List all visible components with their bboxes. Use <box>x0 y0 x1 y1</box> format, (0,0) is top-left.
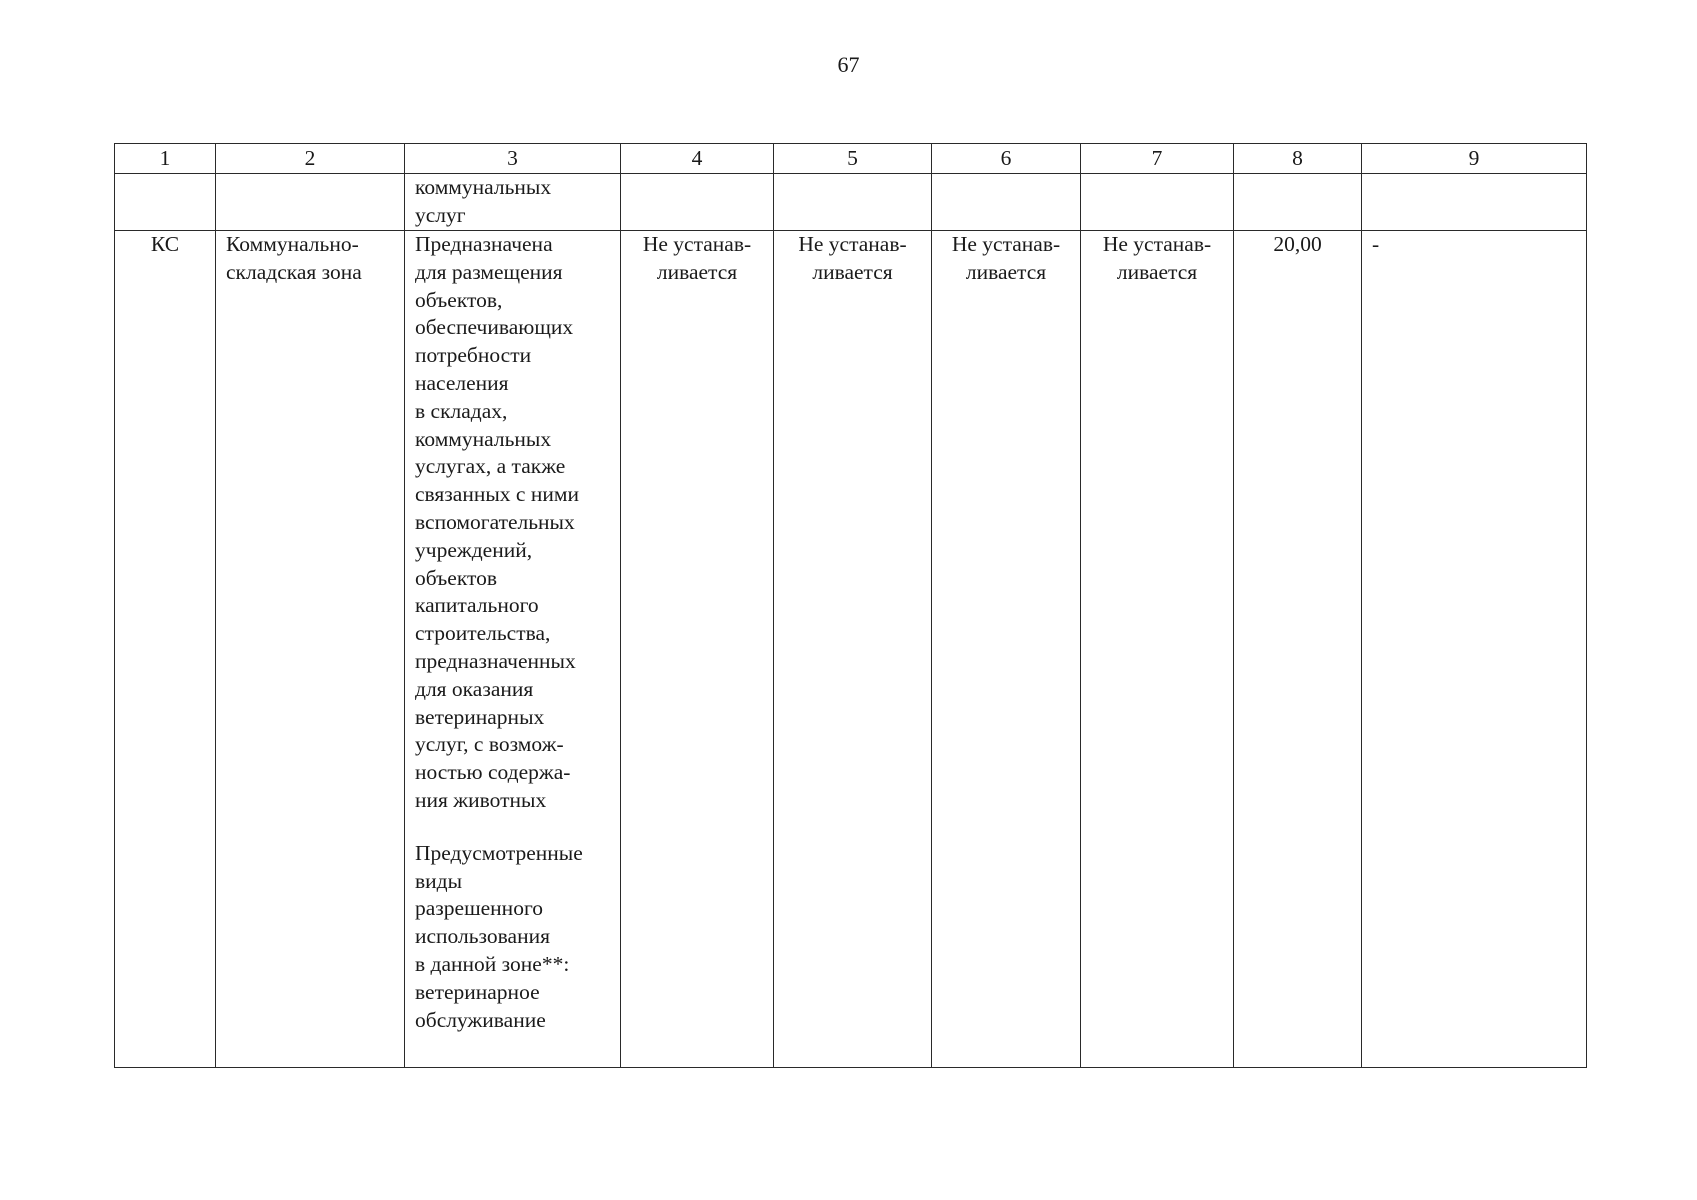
col8-cell <box>1234 231 1362 1068</box>
allowed-uses-line: виды <box>415 868 463 893</box>
col6-cell <box>932 231 1081 1068</box>
zone-description-cell <box>405 231 621 1068</box>
cont-text-line: коммунальных <box>415 175 552 199</box>
cont-cell-6 <box>932 174 1081 231</box>
zone-code-cell <box>115 231 216 1068</box>
paragraph-spacer <box>415 815 610 840</box>
description-line: вспомогательных <box>415 509 575 534</box>
description-line: учреждений, <box>415 537 533 562</box>
allowed-uses-line: обслуживание <box>415 1007 546 1032</box>
col7-cell <box>1081 231 1234 1068</box>
col4-cell <box>621 231 774 1068</box>
zone-code: КС <box>150 232 180 256</box>
col8-value: 20,00 <box>1273 232 1322 256</box>
description-line: связанных с ними <box>415 482 579 507</box>
description-line: для размещения <box>415 259 563 284</box>
cont-cell-9 <box>1362 174 1587 231</box>
cont-cell-4 <box>621 174 774 231</box>
description-line: строительства, <box>415 621 551 646</box>
description-line: ветеринарных <box>415 704 545 729</box>
description-line: коммунальных <box>415 426 552 451</box>
description-line: для оказания <box>415 676 534 701</box>
col6-line: ливается <box>965 259 1047 284</box>
description-line: ния животных <box>415 787 547 812</box>
col4-line: ливается <box>656 259 738 284</box>
header-cell-5: 5 <box>774 144 932 174</box>
allowed-uses-line: разрешенного <box>415 896 543 921</box>
description-line: Предназначена <box>415 232 553 256</box>
description-line: ностью содержа- <box>415 760 571 785</box>
header-cell-3: 3 <box>405 144 621 174</box>
col5-cell <box>774 231 932 1068</box>
col5-line: ливается <box>812 259 893 284</box>
cont-cell-7 <box>1081 174 1234 231</box>
col4-line: Не устанав- <box>642 232 752 256</box>
cont-cell-5 <box>774 174 932 231</box>
description-line: объектов, <box>415 287 503 312</box>
header-cell-4: 4 <box>621 144 774 174</box>
allowed-uses-line: ветеринарное <box>415 979 540 1004</box>
header-cell-7: 7 <box>1081 144 1234 174</box>
col9-cell <box>1362 231 1587 1068</box>
zoning-table <box>114 143 1587 1068</box>
allowed-uses-line: в данной зоне**: <box>415 951 570 976</box>
continuation-row <box>115 174 1587 231</box>
description-line: обеспечивающих <box>415 315 574 340</box>
col5-line: Не устанав- <box>798 232 907 256</box>
header-cell-8: 8 <box>1234 144 1362 174</box>
header-row <box>115 144 1587 174</box>
page-number: 67 <box>837 52 860 77</box>
cont-cell-8 <box>1234 174 1362 231</box>
allowed-uses-line: использования <box>415 924 550 949</box>
allowed-uses-line: Предусмотренные <box>415 840 583 865</box>
cont-cell-2 <box>216 174 405 231</box>
zone-name-line: складская зона <box>226 259 362 284</box>
col7-line: Не устанав- <box>1102 232 1212 256</box>
description-line: услугах, а также <box>415 454 566 479</box>
header-cell-6: 6 <box>932 144 1081 174</box>
description-line: населения <box>415 370 509 395</box>
col9-value: - <box>1372 232 1380 256</box>
header-cell-1: 1 <box>115 144 216 174</box>
zone-name-cell <box>216 231 405 1068</box>
description-line: в складах, <box>415 398 508 423</box>
description-line: капитального <box>415 593 539 618</box>
header-cell-9: 9 <box>1362 144 1587 174</box>
cont-text-line: услуг <box>415 202 466 227</box>
description-line: потребности <box>415 343 532 368</box>
description-line: услуг, с возмож- <box>415 732 564 757</box>
col7-line: ливается <box>1116 259 1198 284</box>
cont-cell-1 <box>115 174 216 231</box>
description-line: предназначенных <box>415 648 576 673</box>
cont-cell-3 <box>405 174 621 231</box>
description-line: объектов <box>415 565 497 590</box>
col6-line: Не устанав- <box>951 232 1061 256</box>
zone-name-line: Коммунально- <box>226 232 359 256</box>
zone-row-ks <box>115 231 1587 1068</box>
header-cell-2: 2 <box>216 144 405 174</box>
